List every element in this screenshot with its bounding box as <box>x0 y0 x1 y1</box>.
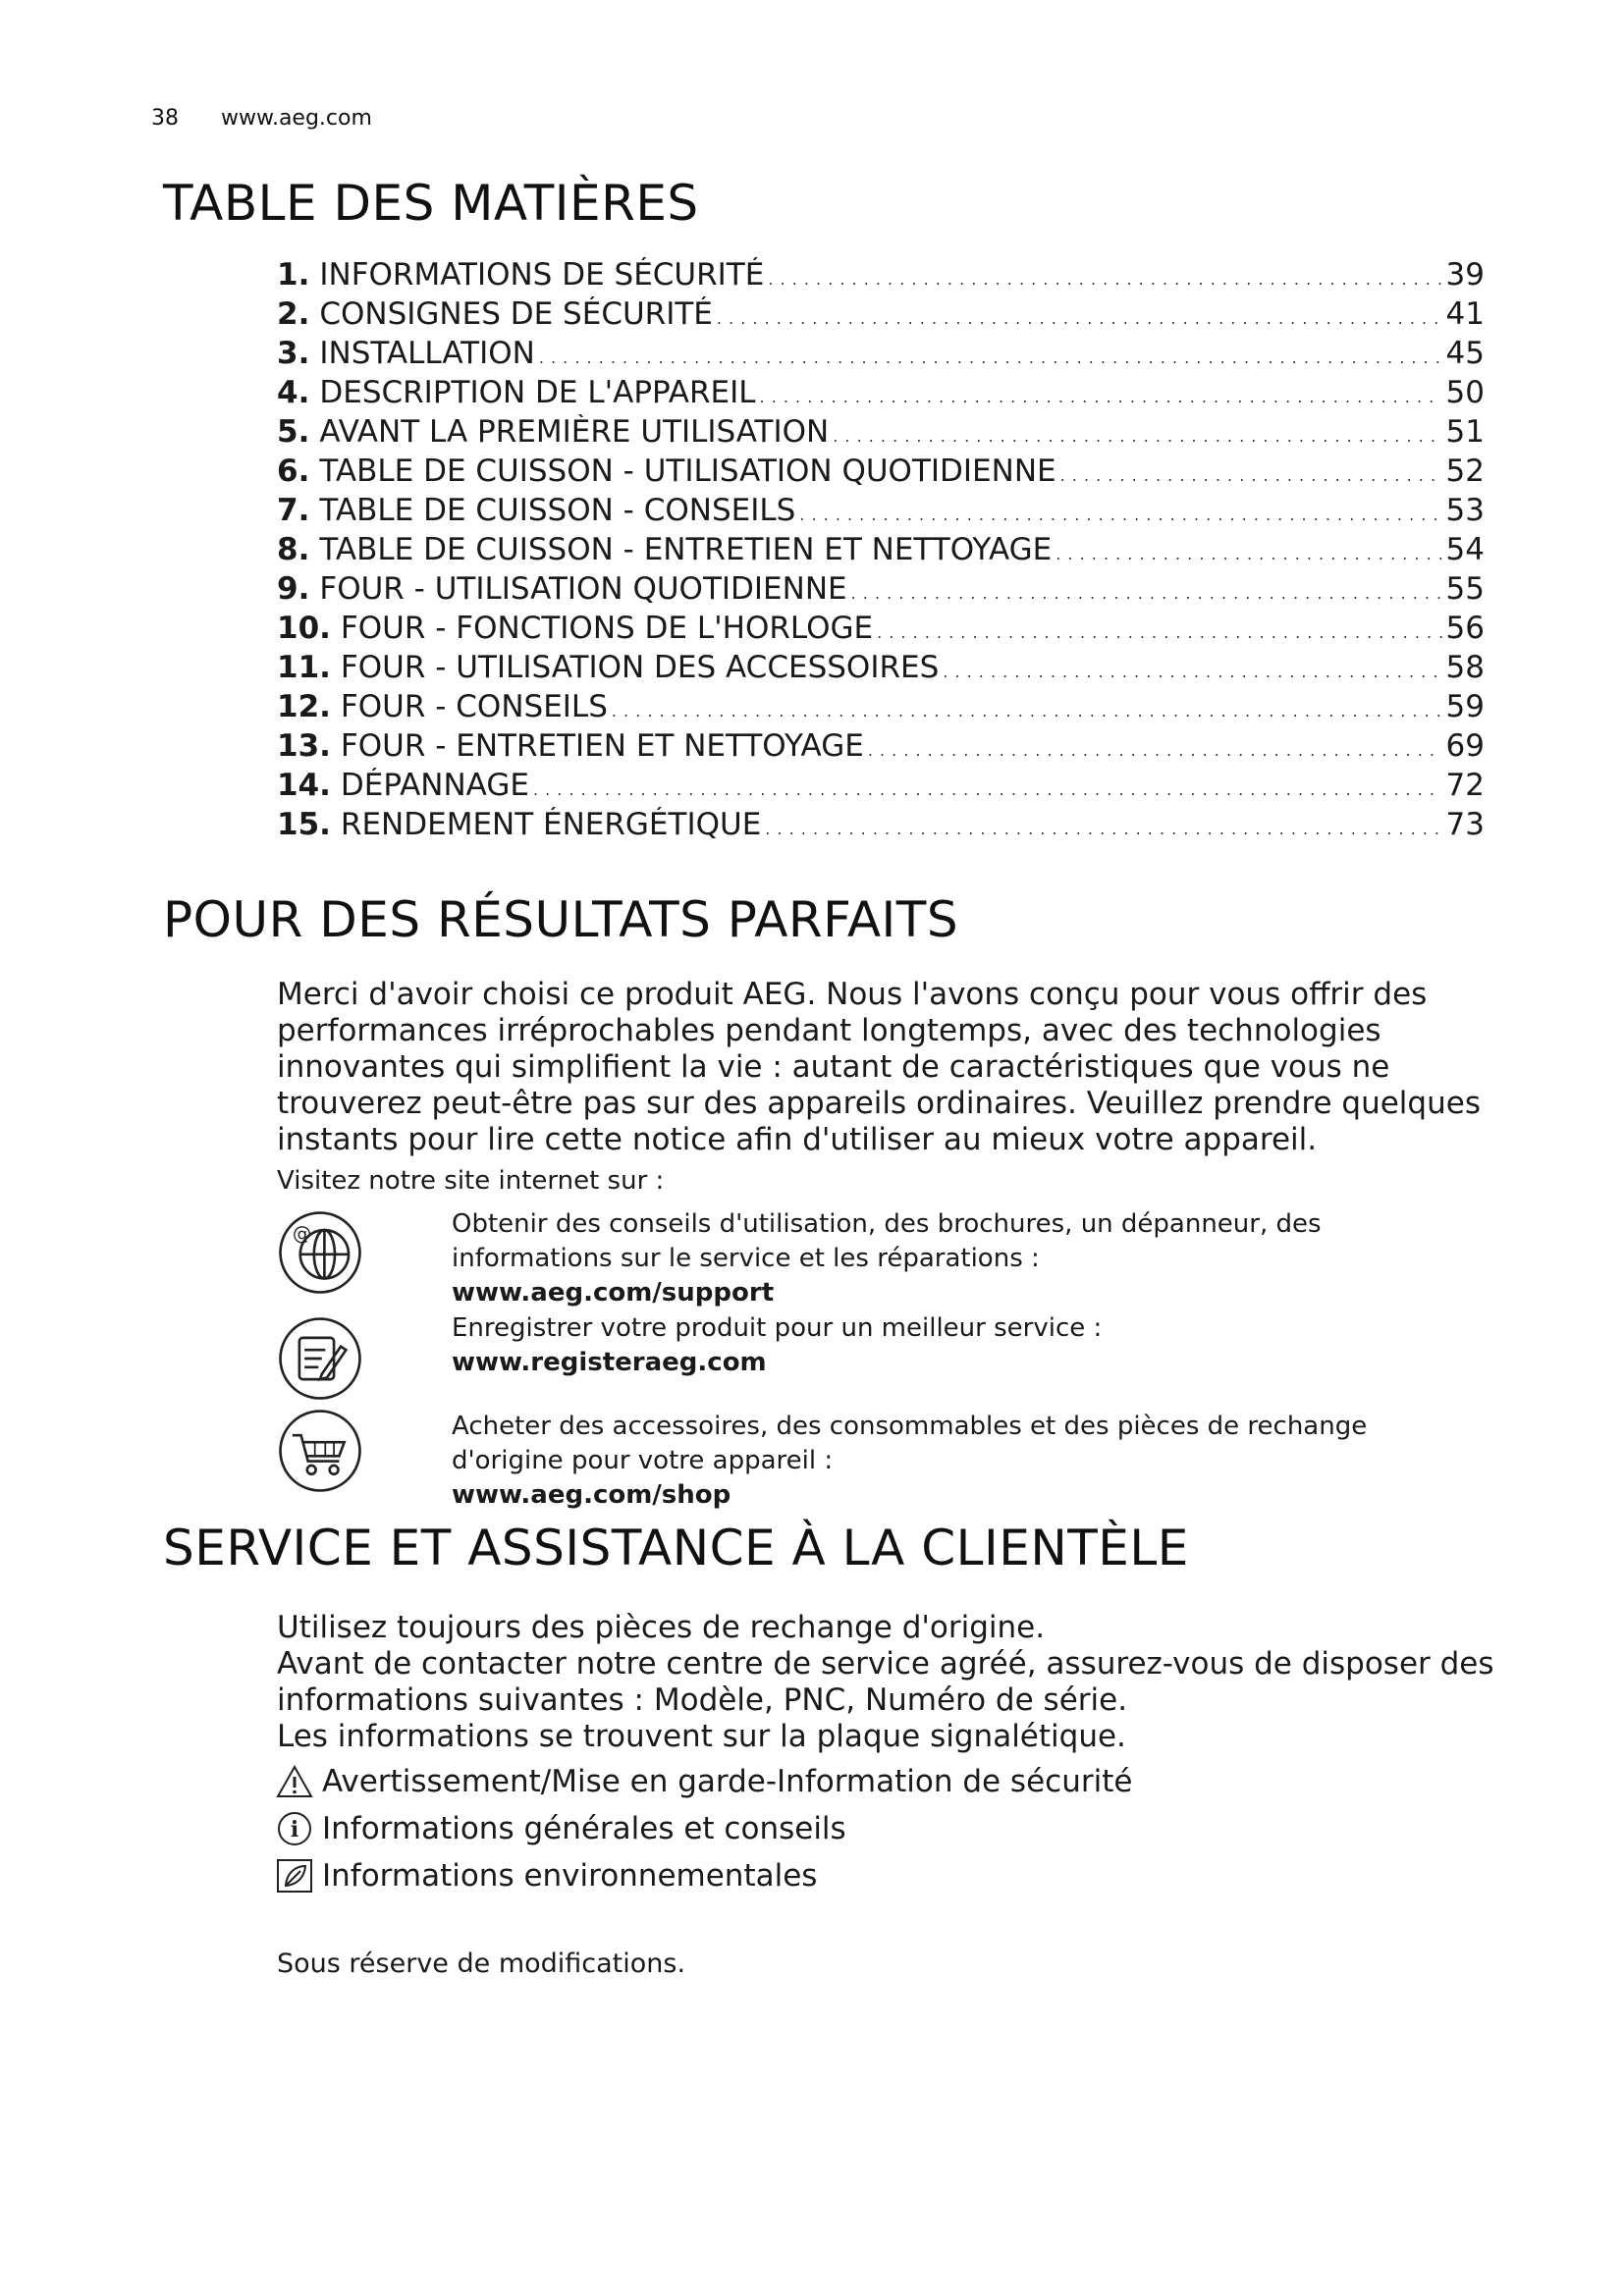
toc-item-label: DESCRIPTION DE L'APPAREIL <box>319 375 756 410</box>
toc-item-page: 53 <box>1445 493 1485 528</box>
toc-item-label: FOUR - UTILISATION DES ACCESSOIRES <box>340 650 940 685</box>
toc-item-page: 39 <box>1445 257 1485 293</box>
toc-item-page: 50 <box>1445 375 1485 410</box>
toc-item-number: 12. <box>277 689 331 724</box>
toc-item-number: 6. <box>277 454 310 489</box>
toc-item-label: INSTALLATION <box>319 336 535 371</box>
legend-info <box>275 1811 846 1846</box>
toc-item-number: 14. <box>277 768 331 803</box>
toc-item[interactable] <box>277 650 1485 689</box>
service-line-2: Avant de contacter notre centre de service agréé, assurez-vous de disposer des informations suivantes : Modèle, PNC, Numéro de série. <box>277 1646 1494 1718</box>
toc-item-number: 7. <box>277 493 310 528</box>
toc-item-label: RENDEMENT ÉNERGÉTIQUE <box>340 807 762 842</box>
toc-item-number: 9. <box>277 571 310 607</box>
visit-text: Visitez notre site internet sur : <box>277 1166 665 1196</box>
legend-warning <box>275 1764 1132 1799</box>
toc-title: TABLE DES MATIÈRES <box>163 175 699 232</box>
toc-item-page: 58 <box>1445 650 1485 685</box>
service-title: SERVICE ET ASSISTANCE À LA CLIENTÈLE <box>163 1520 1189 1576</box>
toc-leader <box>868 728 1442 764</box>
toc-leader <box>1056 532 1441 567</box>
toc-item[interactable] <box>277 454 1485 493</box>
toc-item-label: FOUR - ENTRETIEN ET NETTOYAGE <box>340 728 864 764</box>
toc-item-number: 8. <box>277 532 310 567</box>
toc-item-label: FOUR - UTILISATION QUOTIDIENNE <box>319 571 847 607</box>
toc-leader <box>539 336 1442 371</box>
toc-leader <box>851 571 1442 607</box>
globe-icon <box>277 1209 363 1296</box>
svg-text:i: i <box>290 1817 299 1842</box>
info-icon <box>275 1811 314 1846</box>
shop-text: Acheter des accessoires, des consommables et des pièces de rechange d'origine pour votre appareil : <box>452 1412 1368 1475</box>
toc-item[interactable] <box>277 414 1485 454</box>
page-number: 38 <box>151 106 179 131</box>
toc-leader <box>612 689 1442 724</box>
toc-leader <box>765 807 1441 842</box>
toc-item-label: FOUR - FONCTIONS DE L'HORLOGE <box>340 611 874 646</box>
warning-icon <box>275 1764 314 1799</box>
toc-item-number: 15. <box>277 807 331 842</box>
toc-item-label: AVANT LA PREMIÈRE UTILISATION <box>319 414 830 450</box>
toc-item-number: 4. <box>277 375 310 410</box>
site-url[interactable]: www.aeg.com <box>221 106 372 131</box>
toc-item-page: 45 <box>1445 336 1485 371</box>
toc-item-page: 73 <box>1445 807 1485 842</box>
toc-leader <box>768 257 1441 293</box>
toc-item-label: INFORMATIONS DE SÉCURITÉ <box>319 257 765 293</box>
toc-item-page: 56 <box>1445 611 1485 646</box>
toc-item-page: 72 <box>1445 768 1485 803</box>
toc-item-page: 54 <box>1445 532 1485 567</box>
page-header <box>151 106 372 131</box>
legend-warning-text: Avertissement/Mise en garde-Information de sécurité <box>322 1764 1133 1799</box>
support-url[interactable]: www.aeg.com/support <box>452 1278 775 1308</box>
register-text: Enregistrer votre produit pour un meilleur service : <box>452 1313 1103 1343</box>
toc-item-number: 2. <box>277 296 310 332</box>
toc-item[interactable] <box>277 571 1485 611</box>
toc-item-page: 59 <box>1445 689 1485 724</box>
toc-item-label: FOUR - CONSEILS <box>340 689 608 724</box>
toc-item-page: 52 <box>1445 454 1485 489</box>
toc-item-page: 69 <box>1445 728 1485 764</box>
results-title: POUR DES RÉSULTATS PARFAITS <box>163 891 959 948</box>
toc-leader <box>799 493 1441 528</box>
toc-item-number: 3. <box>277 336 310 371</box>
shop-url[interactable]: www.aeg.com/shop <box>452 1480 731 1510</box>
toc-item-number: 11. <box>277 650 331 685</box>
toc-item-page: 41 <box>1445 296 1485 332</box>
toc-item-page: 55 <box>1445 571 1485 607</box>
svg-text:@: @ <box>292 1221 312 1245</box>
toc-item-label: CONSIGNES DE SÉCURITÉ <box>319 296 713 332</box>
support-text: Obtenir des conseils d'utilisation, des brochures, un dépanneur, des informations sur le service et les réparations : <box>452 1209 1322 1273</box>
toc-leader <box>717 296 1442 332</box>
register-icon <box>277 1315 363 1402</box>
toc-item-number: 13. <box>277 728 331 764</box>
table-of-contents <box>277 257 1485 846</box>
legend-environment <box>275 1858 817 1894</box>
toc-item[interactable] <box>277 807 1485 846</box>
service-text <box>277 1610 1494 1755</box>
legend-info-text: Informations générales et conseils <box>322 1811 846 1846</box>
toc-leader <box>943 650 1441 685</box>
toc-item-label: TABLE DE CUISSON - CONSEILS <box>319 493 796 528</box>
toc-item-page: 51 <box>1445 414 1485 450</box>
toc-item[interactable] <box>277 296 1485 336</box>
support-link-item <box>452 1207 1434 1310</box>
toc-item-number: 5. <box>277 414 310 450</box>
toc-item[interactable] <box>277 689 1485 728</box>
toc-item[interactable] <box>277 611 1485 650</box>
toc-item-label: TABLE DE CUISSON - UTILISATION QUOTIDIENNE <box>319 454 1056 489</box>
toc-item[interactable] <box>277 375 1485 414</box>
toc-leader <box>760 375 1442 410</box>
toc-item-number: 1. <box>277 257 310 293</box>
toc-item[interactable] <box>277 728 1485 768</box>
modification-note: Sous réserve de modifications. <box>277 1949 686 1979</box>
toc-item[interactable] <box>277 493 1485 532</box>
service-line-3: Les informations se trouvent sur la plaque signalétique. <box>277 1719 1126 1754</box>
shop-link-item <box>452 1410 1434 1513</box>
toc-leader <box>533 768 1442 803</box>
toc-item[interactable] <box>277 257 1485 296</box>
toc-item[interactable] <box>277 532 1485 571</box>
legend-environment-text: Informations environnementales <box>322 1858 818 1894</box>
toc-item-number: 10. <box>277 611 331 646</box>
service-line-1: Utilisez toujours des pièces de rechange d'origine. <box>277 1610 1046 1645</box>
toc-item-label: DÉPANNAGE <box>340 768 529 803</box>
register-link-item <box>452 1311 1434 1380</box>
toc-item[interactable] <box>277 768 1485 807</box>
toc-leader <box>833 414 1441 450</box>
toc-leader <box>1060 454 1442 489</box>
toc-item-label: TABLE DE CUISSON - ENTRETIEN ET NETTOYAGE <box>319 532 1053 567</box>
environment-icon <box>275 1858 314 1894</box>
cart-icon <box>277 1408 363 1494</box>
register-url[interactable]: www.registeraeg.com <box>452 1348 767 1377</box>
toc-leader <box>877 611 1441 646</box>
toc-item[interactable] <box>277 336 1485 375</box>
intro-paragraph: Merci d'avoir choisi ce produit AEG. Nous l'avons conçu pour vous offrir des performances irréprochables pendant longtemps, avec des technologies innovantes qui simplifient la vie : autant de caractéristiques que vous ne trouverez peut-être pas sur des appareils ordinaires. Veuillez prendre quelques instants pour lire cette notice afin d'utiliser au mieux votre appareil. <box>277 977 1481 1157</box>
